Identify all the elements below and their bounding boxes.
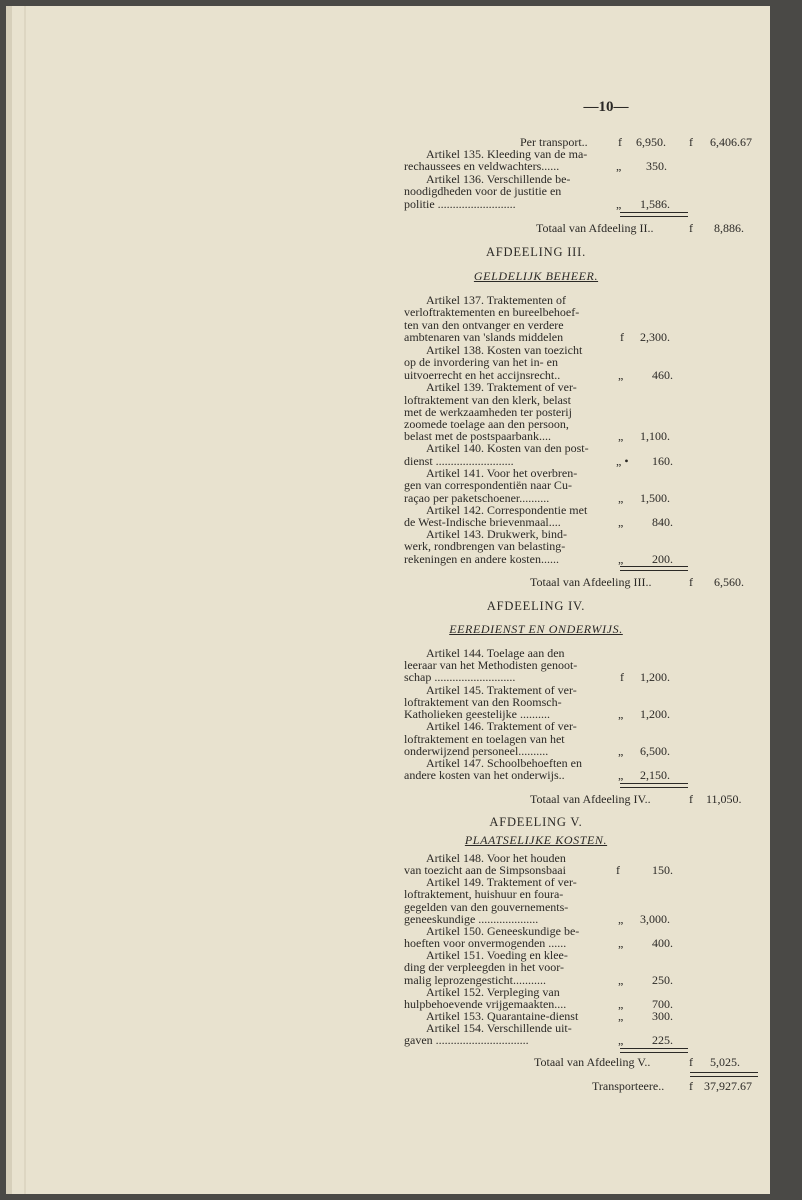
article-line: Artikel 139. Traktement of ver-: [426, 380, 577, 394]
article-line: Artikel 141. Voor het overbren-: [426, 466, 578, 480]
total-label: Totaal van Afdeeling IV..: [530, 792, 651, 806]
amount-currency: „: [618, 768, 624, 782]
amount-value: 2,150.: [640, 768, 670, 782]
total-currency: f: [689, 1055, 693, 1069]
amount-currency: „: [616, 159, 622, 173]
amount-value: 6,500.: [640, 744, 670, 758]
amount-currency: f: [620, 330, 624, 344]
total-label: Totaal van Afdeeling III..: [530, 575, 652, 589]
scan-border: [770, 6, 784, 1194]
article-line: ten van den ontvanger en verdere: [404, 318, 564, 332]
amount-currency: „: [618, 552, 624, 566]
article-line: met de werkzaamheden ter posterij: [404, 405, 572, 419]
total-label: Totaal van Afdeeling II..: [536, 221, 654, 235]
article-line: gegelden van den gouvernements-: [404, 900, 569, 914]
article-line: rechaussees en veldwachters......: [404, 159, 560, 173]
article-line: Katholieken geestelijke ..........: [404, 707, 550, 721]
article-line: Artikel 138. Kosten van toezicht: [426, 343, 583, 357]
amount-value: 1,100.: [640, 429, 670, 443]
carry-out-label: Transporteere..: [592, 1079, 665, 1093]
article-line: loftraktement en toelagen van het: [404, 732, 565, 746]
total-label: Totaal van Afdeeling V..: [534, 1055, 651, 1069]
article-line: van toezicht aan de Simpsonsbaai: [404, 863, 566, 877]
amount-currency: „: [618, 936, 624, 950]
article-line: werk, rondbrengen van belasting-: [404, 539, 566, 553]
subtotal-rule: [620, 1048, 688, 1053]
article-line: noodigdheden voor de justitie en: [404, 184, 562, 198]
amount-currency: „: [618, 744, 624, 758]
amount-currency: „: [618, 997, 624, 1011]
article-line: hulpbehoevende vrijgemaakten....: [404, 997, 567, 1011]
grand-total-rule: [690, 1072, 758, 1077]
amount-value: 3,000.: [640, 912, 670, 926]
amount-value: 250.: [652, 973, 673, 987]
article-line: loftraktement van den Roomsch-: [404, 695, 562, 709]
article-line: raçao per paketschoener..........: [404, 491, 550, 505]
amount-currency: f: [616, 863, 620, 877]
amount-value: 2,300.: [640, 330, 670, 344]
amount-currency: „: [618, 912, 624, 926]
amount-currency: „: [618, 491, 624, 505]
article-line: Artikel 137. Traktementen of: [426, 293, 566, 307]
carry-in-total: 6,406.67: [710, 135, 752, 149]
section-subtitle: PLAATSELIJKE KOSTEN.: [464, 833, 608, 847]
subtotal-rule: [620, 212, 688, 217]
page-number: —10—: [583, 99, 629, 115]
article-line: politie ..........................: [404, 197, 516, 211]
article-line: dienst ..........................: [404, 454, 514, 468]
carry-in-currency: f: [618, 135, 622, 149]
amount-value: 1,200.: [640, 670, 670, 684]
total-amount: 11,050.: [706, 792, 742, 806]
article-line: Artikel 146. Traktement of ver-: [426, 719, 577, 733]
amount-value: 1,500.: [640, 491, 670, 505]
total-currency: f: [689, 221, 693, 235]
amount-value: 840.: [652, 515, 673, 529]
section-subtitle: EEREDIENST EN ONDERWIJS.: [449, 622, 623, 636]
amount-currency: „: [618, 973, 624, 987]
article-line: Artikel 140. Kosten van den post-: [426, 441, 589, 455]
total-amount: 6,560.: [714, 575, 744, 589]
total-amount: 5,025.: [710, 1055, 740, 1069]
article-line: Artikel 135. Kleeding van de ma-: [426, 147, 588, 161]
article-line: ding der verpleegden in het voor-: [404, 960, 565, 974]
page-fold: [24, 6, 26, 1194]
article-line: Artikel 149. Traktement of ver-: [426, 875, 577, 889]
amount-currency: „ •: [616, 454, 629, 468]
amount-value: 1,586.: [640, 197, 670, 211]
subtotal-rule: [620, 783, 688, 788]
article-line: Artikel 144. Toelage aan den: [426, 646, 565, 660]
amount-value: 460.: [652, 368, 673, 382]
amount-currency: „: [618, 429, 624, 443]
article-line: onderwijzend personeel..........: [404, 744, 549, 758]
article-line: Artikel 148. Voor het houden: [426, 851, 566, 865]
amount-currency: „: [618, 515, 624, 529]
document-page: [6, 6, 784, 1194]
subtotal-rule: [620, 566, 688, 571]
total-currency: f: [689, 575, 693, 589]
article-line: hoeften voor onvermogenden ......: [404, 936, 567, 950]
article-line: Artikel 136. Verschillende be-: [426, 172, 571, 186]
amount-currency: „: [616, 197, 622, 211]
amount-currency: „: [618, 1033, 624, 1047]
article-line: Artikel 154. Verschillende uit-: [426, 1021, 572, 1035]
article-line: Artikel 145. Traktement of ver-: [426, 683, 577, 697]
section-title: AFDEELING V.: [489, 815, 583, 829]
amount-value: 150.: [652, 863, 673, 877]
article-line: loftraktement van den klerk, belast: [404, 393, 571, 407]
article-line: gaven ...............................: [404, 1033, 529, 1047]
amount-value: 1,200.: [640, 707, 670, 721]
total-amount: 8,886.: [714, 221, 744, 235]
amount-value: 400.: [652, 936, 673, 950]
article-line: op de invordering van het in- en: [404, 355, 558, 369]
carry-in-label: Per transport..: [520, 135, 588, 149]
article-line: rekeningen en andere kosten......: [404, 552, 559, 566]
article-line: Artikel 147. Schoolbehoeften en: [426, 756, 582, 770]
article-line: uitvoerrecht en het accijnsrecht..: [404, 368, 561, 382]
amount-value: 700.: [652, 997, 673, 1011]
article-line: schap ...........................: [404, 670, 516, 684]
amount-value: 200.: [652, 552, 673, 566]
article-line: Artikel 153. Quarantaine-dienst: [426, 1009, 579, 1023]
carry-out-amount: 37,927.67: [704, 1079, 752, 1093]
article-line: zoomede toelage aan den persoon,: [404, 417, 569, 431]
section-title: AFDEELING IV.: [486, 599, 586, 613]
article-line: andere kosten van het onderwijs..: [404, 768, 565, 782]
article-line: geneeskundige ....................: [404, 912, 539, 926]
amount-value: 160.: [652, 454, 673, 468]
carry-in-currency-2: f: [689, 135, 693, 149]
amount-currency: „: [618, 1009, 624, 1023]
article-line: belast met de postspaarbank....: [404, 429, 551, 443]
article-line: de West-Indische brievenmaal....: [404, 515, 561, 529]
amount-value: 225.: [652, 1033, 673, 1047]
carry-out-currency: f: [689, 1079, 693, 1093]
article-line: Artikel 151. Voeding en klee-: [426, 948, 568, 962]
section-subtitle: GELDELIJK BEHEER.: [473, 269, 599, 283]
section-title: AFDEELING III.: [485, 245, 587, 259]
article-line: loftraktement, huishuur en foura-: [404, 887, 564, 901]
article-line: gen van correspondentiën naar Cu-: [404, 478, 572, 492]
article-line: verloftraktementen en bureelbehoef-: [404, 305, 580, 319]
amount-currency: „: [618, 368, 624, 382]
article-line: Artikel 142. Correspondentie met: [426, 503, 588, 517]
amount-currency: f: [620, 670, 624, 684]
article-line: ambtenaren van 'slands middelen: [404, 330, 564, 344]
amount-currency: „: [618, 707, 624, 721]
carry-in-amount: 6,950.: [636, 135, 666, 149]
amount-value: 350.: [646, 159, 667, 173]
article-line: malig leprozengesticht...........: [404, 973, 546, 987]
article-line: Artikel 152. Verpleging van: [426, 985, 560, 999]
article-line: Artikel 143. Drukwerk, bind-: [426, 527, 567, 541]
amount-value: 300.: [652, 1009, 673, 1023]
total-currency: f: [689, 792, 693, 806]
article-line: leeraar van het Methodisten genoot-: [404, 658, 578, 672]
article-line: Artikel 150. Geneeskundige be-: [426, 924, 580, 938]
page-edge: [6, 6, 12, 1194]
